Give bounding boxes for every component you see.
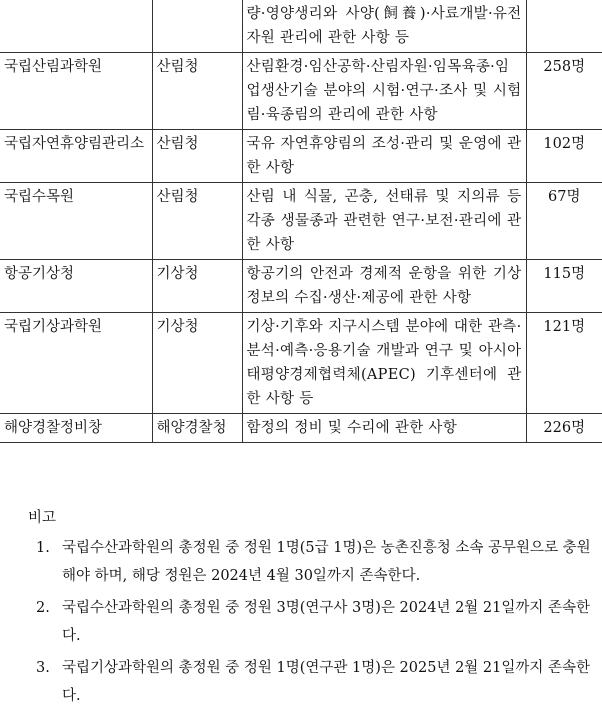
- agency-cell: [152, 0, 242, 53]
- staff-count-cell: 258명: [526, 53, 602, 130]
- remarks-list: [0, 534, 602, 714]
- table-row: [0, 414, 602, 443]
- duty-description-cell: 산림환경·임산공학·산림자원·임목육종·임업생산기술 분야의 시험·연구·조사 및 시험림·육종림의 관리에 관한 사항: [242, 53, 526, 130]
- table-row: [0, 183, 602, 260]
- remark-number: 2.: [36, 600, 50, 616]
- staff-count-cell: 102명: [526, 130, 602, 183]
- duty-description-cell: 기상·기후와 지구시스템 분야에 대한 관측·분석·예측·응용기술 개발과 연구 및 아시아태평양경제협력체(APEC) 기후센터에 관한 사항 등: [242, 313, 526, 414]
- table-row: [0, 130, 602, 183]
- duty-description-cell: 량·영양생리와 사양(飼養)·사료개발·유전자원 관리에 관한 사항 등: [242, 0, 526, 53]
- staff-count-cell: 67명: [526, 183, 602, 260]
- staff-count-cell: [526, 0, 602, 53]
- agency-cell: 기상청: [152, 260, 242, 313]
- remark-item: [0, 654, 602, 710]
- duty-description-cell: 함정의 정비 및 수리에 관한 사항: [242, 414, 526, 443]
- duty-description-cell: 항공기의 안전과 경제적 운항을 위한 기상정보의 수집·생산·제공에 관한 사항: [242, 260, 526, 313]
- agency-cell: 기상청: [152, 313, 242, 414]
- table-row: [0, 53, 602, 130]
- staff-count-cell: 121명: [526, 313, 602, 414]
- org-name-cell: 국립자연휴양림관리소: [0, 130, 152, 183]
- org-name-cell: 국립기상과학원: [0, 313, 152, 414]
- staff-count-cell: 226명: [526, 414, 602, 443]
- remark-text: 국립수산과학원의 총정원 중 정원 1명(5급 1명)은 농촌진흥청 소속 공무원으로 충원해야 하며, 해당 정원은 2024년 4월 30일까지 존속한다.: [62, 540, 591, 584]
- table-row: [0, 313, 602, 414]
- agency-cell: 해양경찰청: [152, 414, 242, 443]
- agency-cell: 산림청: [152, 130, 242, 183]
- remark-item: [0, 534, 602, 590]
- duty-description-cell: 국유 자연휴양림의 조성·관리 및 운영에 관한 사항: [242, 130, 526, 183]
- agency-cell: 산림청: [152, 183, 242, 260]
- table-row: [0, 260, 602, 313]
- agency-cell: 산림청: [152, 53, 242, 130]
- org-name-cell: 국립산림과학원: [0, 53, 152, 130]
- org-name-cell: [0, 0, 152, 53]
- remark-text: 국립수산과학원의 총정원 중 정원 3명(연구사 3명)은 2024년 2월 21일까지 존속한다.: [62, 600, 591, 644]
- remark-text: 국립기상과학원의 총정원 중 정원 1명(연구관 1명)은 2025년 2월 21일까지 존속한다.: [62, 660, 591, 704]
- table-row: [0, 0, 602, 53]
- duty-description-cell: 산림 내 식물, 곤충, 선태류 및 지의류 등 각종 생물종과 관련한 연구·보전·관리에 관한 사항: [242, 183, 526, 260]
- remark-number: 3.: [36, 660, 50, 676]
- remark-number: 1.: [36, 540, 50, 556]
- staff-count-cell: 115명: [526, 260, 602, 313]
- org-name-cell: 국립수목원: [0, 183, 152, 260]
- remark-item: [0, 594, 602, 650]
- remarks-title: 비고: [28, 510, 57, 526]
- org-name-cell: 항공기상청: [0, 260, 152, 313]
- org-name-cell: 해양경찰정비창: [0, 414, 152, 443]
